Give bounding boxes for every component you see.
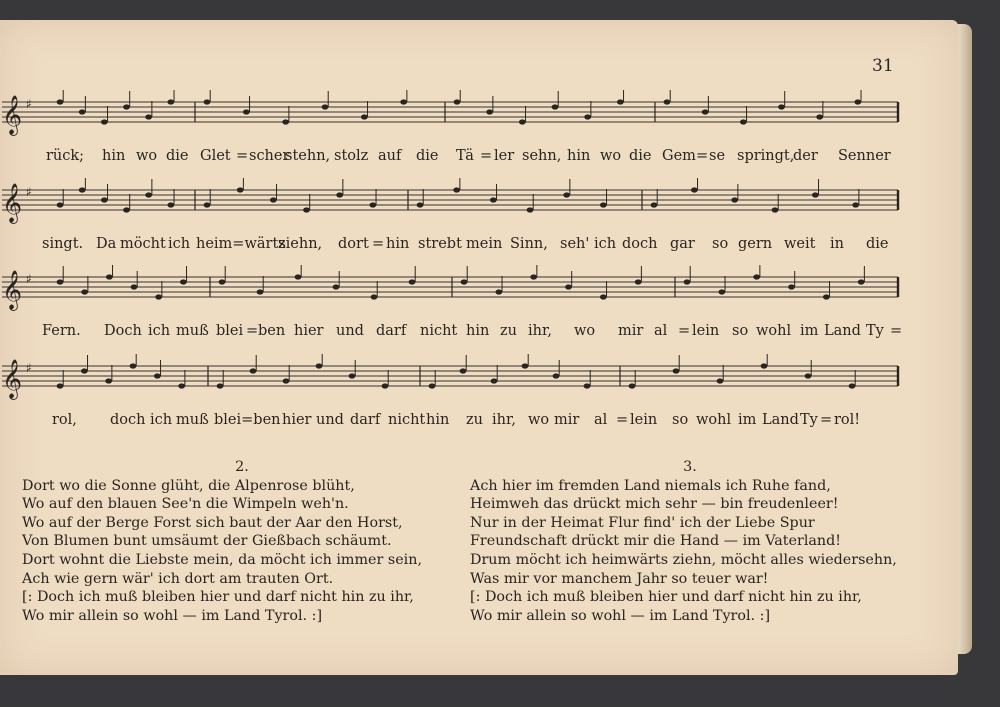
notehead bbox=[664, 99, 671, 104]
lyric-syllable: = bbox=[678, 323, 691, 339]
notehead bbox=[219, 279, 226, 284]
treble-clef-icon: 𝄞 bbox=[2, 359, 23, 399]
notehead bbox=[167, 202, 174, 207]
lyric-syllable: Doch bbox=[104, 323, 142, 339]
lyric-syllable: stolz bbox=[334, 148, 369, 164]
stanza-line: Dort wohnt die Liebste mein, da möcht ich immer sein, bbox=[22, 551, 422, 568]
lyric-syllable: und bbox=[336, 323, 364, 339]
lyric-syllable: blei bbox=[216, 323, 244, 339]
lyrics-line bbox=[0, 236, 910, 260]
lyric-syllable: Da bbox=[96, 236, 117, 252]
lyric-syllable: Ty bbox=[800, 412, 818, 428]
notehead bbox=[130, 363, 137, 368]
lyric-syllable: mir bbox=[618, 323, 644, 339]
stanza-line: Wo auf der Berge Forst sich baut der Aar den Horst, bbox=[22, 514, 403, 531]
notehead bbox=[461, 279, 468, 284]
notehead bbox=[788, 284, 795, 289]
notehead bbox=[635, 279, 642, 284]
notehead bbox=[101, 119, 108, 124]
lyric-syllable: muß bbox=[176, 323, 209, 339]
stanza-line: Nur in der Heimat Flur find' ich der Liebe Spur bbox=[470, 514, 815, 531]
notehead bbox=[145, 192, 152, 197]
lyrics-line bbox=[0, 412, 910, 436]
lyric-syllable: nicht bbox=[388, 412, 426, 428]
lyric-syllable: = bbox=[246, 323, 259, 339]
lyric-syllable: hin bbox=[386, 236, 410, 252]
lyric-syllable: hier bbox=[282, 412, 312, 428]
notehead bbox=[490, 197, 497, 202]
lyric-syllable: ler bbox=[494, 148, 515, 164]
lyric-syllable: = bbox=[890, 323, 903, 339]
notehead bbox=[563, 192, 570, 197]
lyric-syllable: so bbox=[712, 236, 729, 252]
notehead bbox=[106, 274, 113, 279]
lyric-syllable: im bbox=[800, 323, 819, 339]
notehead bbox=[702, 109, 709, 114]
notehead bbox=[854, 99, 861, 104]
lyric-syllable: sehn, bbox=[522, 148, 562, 164]
stanza-line: [: Doch ich muß bleiben hier und darf nicht hin zu ihr, bbox=[470, 589, 862, 606]
notehead bbox=[527, 207, 534, 212]
notehead bbox=[600, 202, 607, 207]
lyric-syllable: hin bbox=[567, 148, 591, 164]
lyric-syllable: wohl bbox=[696, 412, 732, 428]
lyric-syllable: auf bbox=[378, 148, 402, 164]
lyric-syllable: Fern. bbox=[42, 323, 81, 339]
music-staff bbox=[0, 265, 910, 325]
lyric-syllable: = bbox=[696, 148, 709, 164]
stanza-line: Freundschaft drückt mir die Hand — im Vaterland! bbox=[470, 533, 842, 550]
notehead bbox=[718, 289, 725, 294]
lyric-syllable: der bbox=[793, 148, 818, 164]
notehead bbox=[204, 99, 211, 104]
lyric-syllable: Tä bbox=[456, 148, 474, 164]
music-staff bbox=[0, 90, 910, 150]
lyric-syllable: ich bbox=[168, 236, 191, 252]
lyric-syllable: Ty bbox=[866, 323, 884, 339]
key-signature-sharp-icon: ♯ bbox=[26, 97, 32, 111]
notehead bbox=[673, 368, 680, 373]
notehead bbox=[303, 207, 310, 212]
notehead bbox=[322, 104, 329, 109]
notehead bbox=[858, 279, 865, 284]
lyric-syllable: zu bbox=[500, 323, 517, 339]
notehead bbox=[617, 99, 624, 104]
lyric-syllable: springt, bbox=[737, 148, 795, 164]
lyric-syllable: gern bbox=[738, 236, 773, 252]
lyric-syllable: so bbox=[672, 412, 689, 428]
notehead bbox=[530, 274, 537, 279]
lyric-syllable: ben bbox=[258, 323, 286, 339]
notehead bbox=[282, 119, 289, 124]
lyric-syllable: = bbox=[372, 236, 385, 252]
notehead bbox=[81, 368, 88, 373]
lyric-syllable: zu bbox=[466, 412, 483, 428]
notehead bbox=[753, 274, 760, 279]
key-signature-sharp-icon: ♯ bbox=[26, 185, 32, 199]
notehead bbox=[57, 99, 64, 104]
lyric-syllable: lein bbox=[692, 323, 720, 339]
lyric-syllable: hin bbox=[102, 148, 126, 164]
stanza-line: Ach hier im fremden Land niemals ich Ruhe fand, bbox=[470, 477, 831, 494]
notehead bbox=[495, 289, 502, 294]
lyric-syllable: mein bbox=[466, 236, 503, 252]
lyric-syllable: = bbox=[820, 412, 833, 428]
music-staff bbox=[0, 178, 910, 238]
notehead bbox=[778, 104, 785, 109]
lyric-syllable: ich bbox=[148, 323, 171, 339]
lyric-syllable: = bbox=[480, 148, 493, 164]
notehead bbox=[369, 202, 376, 207]
key-signature-sharp-icon: ♯ bbox=[26, 361, 32, 375]
lyric-syllable: scher bbox=[249, 148, 290, 164]
lyric-syllable: = bbox=[616, 412, 629, 428]
notehead bbox=[295, 274, 302, 279]
lyric-syllable: rück; bbox=[46, 148, 85, 164]
lyric-syllable: ich bbox=[150, 412, 173, 428]
lyric-syllable: al bbox=[594, 412, 608, 428]
lyric-syllable: die bbox=[866, 236, 889, 252]
lyric-syllable: Senner bbox=[838, 148, 891, 164]
stanza-2 bbox=[22, 458, 462, 625]
stanza-line: Heimweh das drückt mich sehr — bin freudenleer! bbox=[470, 496, 839, 513]
lyric-syllable: muß bbox=[176, 412, 209, 428]
lyric-syllable: Gem bbox=[662, 148, 696, 164]
lyric-syllable: al bbox=[654, 323, 668, 339]
notehead bbox=[105, 378, 112, 383]
lyric-syllable: darf bbox=[376, 323, 407, 339]
lyric-syllable: wo bbox=[574, 323, 596, 339]
notehead bbox=[316, 363, 323, 368]
lyric-syllable: ihr, bbox=[528, 323, 552, 339]
notehead bbox=[684, 279, 691, 284]
notehead bbox=[243, 109, 250, 114]
lyric-syllable: dort bbox=[338, 236, 369, 252]
notehead bbox=[460, 368, 467, 373]
notehead bbox=[361, 114, 368, 119]
notehead bbox=[584, 383, 591, 388]
lyrics-line bbox=[0, 323, 910, 347]
lyric-syllable: Land bbox=[762, 412, 799, 428]
notehead bbox=[409, 279, 416, 284]
lyric-syllable: wo bbox=[600, 148, 622, 164]
notehead bbox=[167, 99, 174, 104]
notehead bbox=[101, 197, 108, 202]
treble-clef-icon: 𝄞 bbox=[2, 183, 23, 223]
notehead bbox=[57, 202, 64, 207]
lyric-syllable: hin bbox=[426, 412, 450, 428]
lyric-syllable: in bbox=[830, 236, 844, 252]
notehead bbox=[805, 373, 812, 378]
notehead bbox=[336, 192, 343, 197]
lyric-syllable: und bbox=[316, 412, 344, 428]
notehead bbox=[565, 284, 572, 289]
lyric-syllable: wohl bbox=[756, 323, 792, 339]
lyric-syllable: seh' bbox=[560, 236, 590, 252]
stanza-line: Wo auf den blauen See'n die Wimpeln weh'n. bbox=[22, 496, 349, 513]
notehead bbox=[731, 197, 738, 202]
notehead bbox=[852, 202, 859, 207]
lyric-syllable: se bbox=[709, 148, 726, 164]
lyric-syllable: wo bbox=[136, 148, 158, 164]
notehead bbox=[552, 104, 559, 109]
page-number: 31 bbox=[872, 56, 894, 76]
notehead bbox=[812, 192, 819, 197]
notehead bbox=[180, 279, 187, 284]
lyric-syllable: gar bbox=[670, 236, 695, 252]
stanza-number: 2. bbox=[235, 459, 249, 475]
lyric-syllable: die bbox=[629, 148, 652, 164]
notehead bbox=[382, 383, 389, 388]
notehead bbox=[522, 363, 529, 368]
notehead bbox=[283, 378, 290, 383]
notehead bbox=[155, 294, 162, 299]
notehead bbox=[145, 114, 152, 119]
stanza-line: Von Blumen bunt umsäumt der Gießbach schäumt. bbox=[22, 533, 392, 550]
notehead bbox=[691, 187, 698, 192]
notehead bbox=[417, 202, 424, 207]
notehead bbox=[651, 202, 658, 207]
notehead bbox=[371, 294, 378, 299]
treble-clef-icon: 𝄞 bbox=[2, 95, 23, 135]
notehead bbox=[349, 373, 356, 378]
notehead bbox=[816, 114, 823, 119]
notehead bbox=[79, 187, 86, 192]
notehead bbox=[123, 207, 130, 212]
stanza-number: 3. bbox=[683, 459, 697, 475]
lyric-syllable: so bbox=[732, 323, 749, 339]
notehead bbox=[204, 202, 211, 207]
notehead bbox=[429, 383, 436, 388]
notehead bbox=[454, 99, 461, 104]
lyric-syllable: rol! bbox=[834, 412, 861, 428]
notehead bbox=[717, 378, 724, 383]
lyric-syllable: mir bbox=[554, 412, 580, 428]
lyric-syllable: ihr, bbox=[492, 412, 516, 428]
notehead bbox=[131, 284, 138, 289]
lyric-syllable: hin bbox=[466, 323, 490, 339]
notehead bbox=[400, 99, 407, 104]
lyric-syllable: Land bbox=[824, 323, 861, 339]
stanza-line: Ach wie gern wär' ich dort am trauten Ort. bbox=[22, 570, 334, 587]
notehead bbox=[257, 289, 264, 294]
lyric-syllable: = bbox=[236, 148, 249, 164]
notehead bbox=[629, 383, 636, 388]
lyric-syllable: stehn, bbox=[285, 148, 331, 164]
stanza-line: Wo mir allein so wohl — im Land Tyrol. :] bbox=[22, 607, 323, 624]
notehead bbox=[772, 207, 779, 212]
stanza-3 bbox=[470, 458, 910, 625]
notehead bbox=[79, 109, 86, 114]
notehead bbox=[154, 373, 161, 378]
lyric-syllable: möcht bbox=[120, 236, 166, 252]
notehead bbox=[57, 279, 64, 284]
lyric-syllable: darf bbox=[350, 412, 381, 428]
notehead bbox=[123, 104, 130, 109]
notehead bbox=[453, 187, 460, 192]
lyric-syllable: Sinn, bbox=[510, 236, 548, 252]
notehead bbox=[491, 378, 498, 383]
lyric-syllable: ziehn, bbox=[278, 236, 323, 252]
notehead bbox=[217, 383, 224, 388]
lyric-syllable: im bbox=[738, 412, 757, 428]
notehead bbox=[486, 109, 493, 114]
lyric-syllable: Glet bbox=[200, 148, 231, 164]
notehead bbox=[553, 373, 560, 378]
lyric-syllable: wo bbox=[528, 412, 550, 428]
stanza-line: Dort wo die Sonne glüht, die Alpenrose blüht, bbox=[22, 477, 355, 494]
notehead bbox=[519, 119, 526, 124]
notehead bbox=[740, 119, 747, 124]
key-signature-sharp-icon: ♯ bbox=[26, 272, 32, 286]
lyrics-line bbox=[0, 148, 910, 172]
stanza-line: Was mir vor manchem Jahr so teuer war! bbox=[470, 570, 769, 587]
notehead bbox=[761, 363, 768, 368]
notehead bbox=[823, 294, 830, 299]
notehead bbox=[81, 289, 88, 294]
stanza-line: [: Doch ich muß bleiben hier und darf nicht hin zu ihr, bbox=[22, 589, 414, 606]
notehead bbox=[600, 294, 607, 299]
lyric-syllable: heim=wärts bbox=[196, 236, 286, 252]
stanza-line: Wo mir allein so wohl — im Land Tyrol. :] bbox=[470, 607, 771, 624]
lyric-syllable: die bbox=[166, 148, 189, 164]
notehead bbox=[584, 114, 591, 119]
lyric-syllable: hier bbox=[294, 323, 324, 339]
stanza-line: Drum möcht ich heimwärts ziehn, möcht alles wiedersehn, bbox=[470, 551, 897, 568]
lyric-syllable: strebt bbox=[418, 236, 462, 252]
music-staff bbox=[0, 354, 910, 414]
lyric-syllable: weit bbox=[784, 236, 816, 252]
lyric-syllable: singt. bbox=[42, 236, 84, 252]
notehead bbox=[57, 383, 64, 388]
notehead bbox=[237, 187, 244, 192]
lyric-syllable: die bbox=[416, 148, 439, 164]
notehead bbox=[178, 383, 185, 388]
lyric-syllable: nicht bbox=[420, 323, 458, 339]
lyric-syllable: doch bbox=[110, 412, 146, 428]
notehead bbox=[333, 284, 340, 289]
lyric-syllable: ich bbox=[594, 236, 617, 252]
lyric-syllable: rol, bbox=[52, 412, 77, 428]
lyric-syllable: lein bbox=[630, 412, 658, 428]
lyric-syllable: doch bbox=[622, 236, 658, 252]
notehead bbox=[270, 197, 277, 202]
music-system-4 bbox=[0, 354, 910, 464]
lyric-syllable: blei=ben bbox=[214, 412, 281, 428]
notehead bbox=[250, 368, 257, 373]
notehead bbox=[849, 383, 856, 388]
treble-clef-icon: 𝄞 bbox=[2, 270, 23, 310]
